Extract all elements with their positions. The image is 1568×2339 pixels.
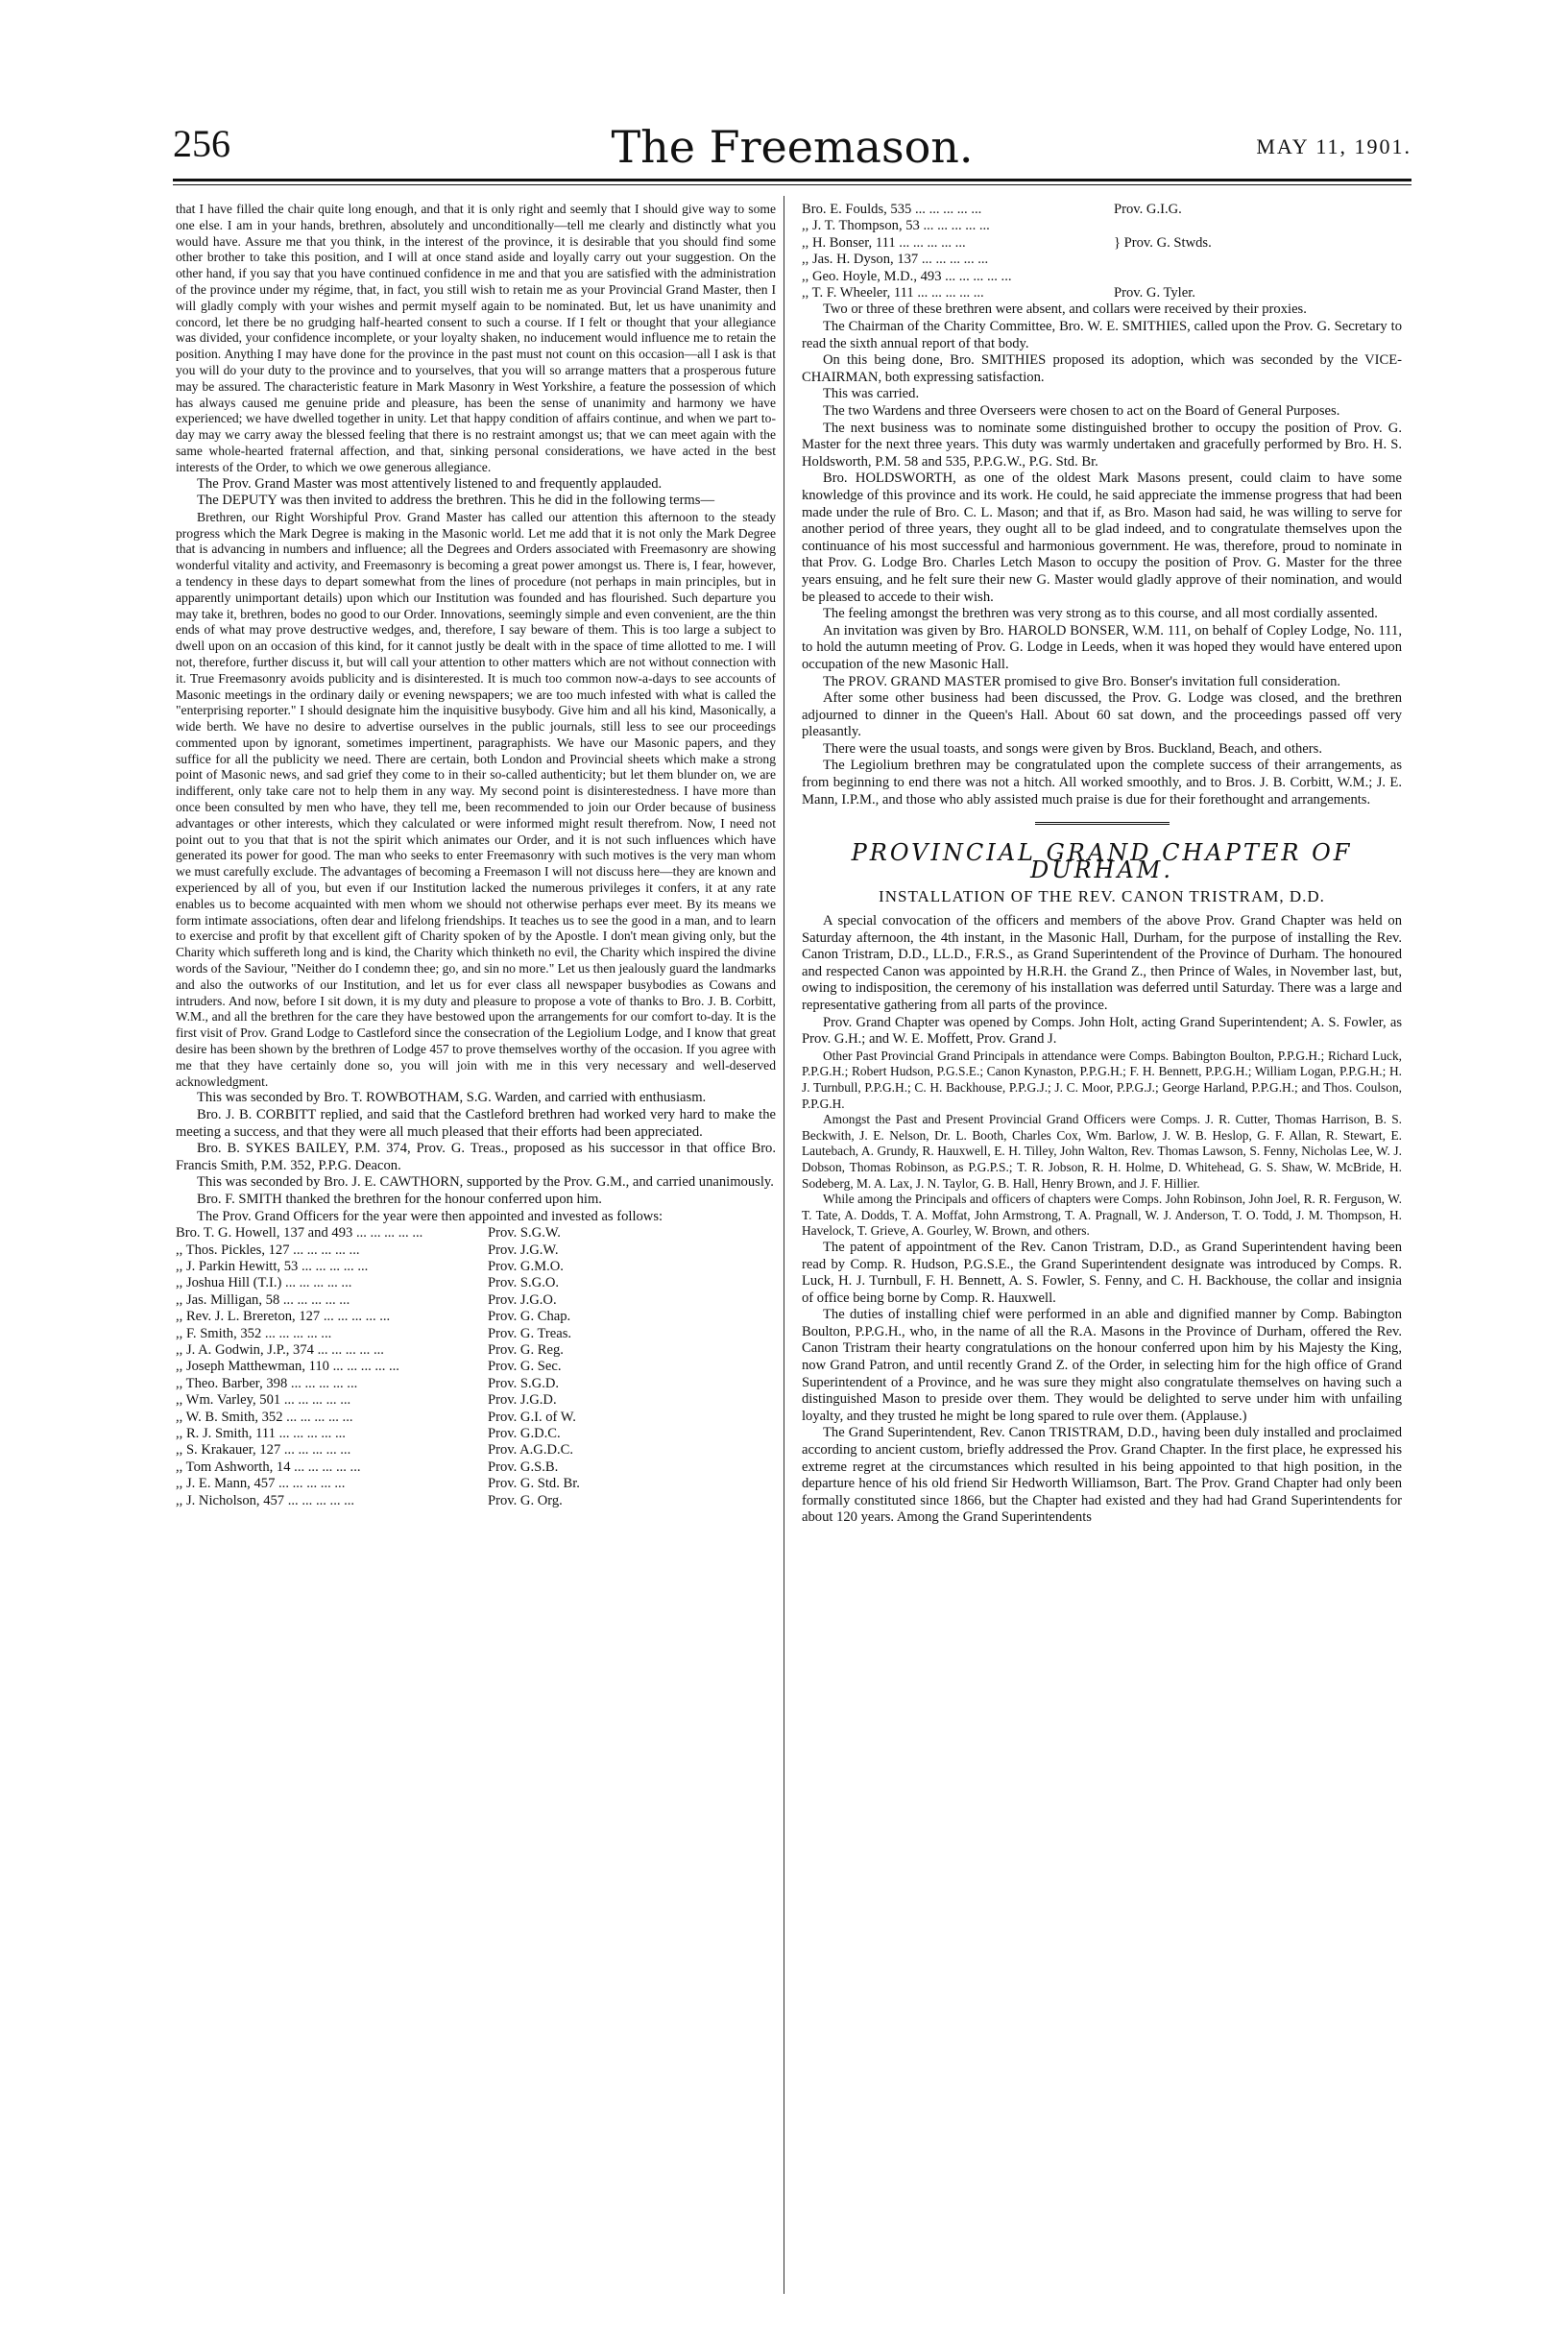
paragraph: A special convocation of the officers and members of the above Prov. Grand Chapter was held on Saturday afternoon, the 4th instant, in the Masonic Hall, Durham, for the purpose of installing the Rev. Canon Tristram, D.D., LL.D., F.R.S., as Grand Superintendent of the Province of Durham. The honoured and respected Canon was appointed by H.R.H. the Grand Z., then Prince of Wales, in November last, but, owing to indisposition, the ceremony of his installation was deferred until Saturday. There was a large and representative gathering from all parts of the province. [802, 913, 1402, 1013]
paragraph: The DEPUTY was then invited to address the brethren. This he did in the following terms— [197, 493, 715, 509]
list-item [802, 202, 1402, 218]
officer-office: Prov. G. Treas. [488, 1325, 572, 1341]
paragraph: Brethren, our Right Worshipful Prov. Grand Master has called our attention this afternoon to the steady progress which the Mark Degree is making in the Masonic world. Let me add that it is not only the Mark Degree that is advancing in numbers and influence; all the Degrees and Orders associated with Freemasonry are showing wonderful vitality and activity, and Freemasonry is becoming a great power amongst us. There is, I fear, however, a tendency in these days to depart somewhat from the lines of procedure (not perhaps in main principles, but in apparently unimportant details) upon which our Institution was founded and has flourished. Such departure you may take it, brethren, bodes no good to our Order. Innovations, seemingly simple and even convenient, are the thin ends of what may prove destructive wedges, and, therefore, I say beware of them. This is too large a subject to dwell upon on an occasion of this kind, for it cannot justly be dealt with in the space of time allotted to me. I will not, therefore, further discuss it, but will call your attention to other matters which are not without connection with it. True Freemasonry avoids publicity and is disinterested. It is much too common now-a-days to see accounts of Masonic meetings in the ordinary daily or evening newspapers; we are too much infested with what is called the "enterprising reporter." I should designate him the inquisitive busybody. Give him and all his kind, Masonically, a wide berth. We have no desire to advertise ourselves in the public journals, still less to see our proceedings commented upon by ignorant, sometimes impertinent, paragraphists. We have our Masonic papers, and they suffice for all the publicity we need. There are certain, both London and Provincial sheets which make a strong point of Masonic news, and sad grief they come to in their so-called authenticity; but let them blunder on, we are indifferent, only take care not to help them in any way. My second point is disinterestedness. I have more than once been consulted by men who have, they tell me, been recommended to join our Order because of business advantages or other interests, which they calculated or were informed might result therefrom. Now, I need not point out to you that that is not the spirit which animates our Order, and it is not such influences which have generated its power for good. The man who seeks to enter Freemasonry with such motives is the very man whom we must carefully exclude. The advantages of becoming a Freemason I will not discuss here—they are known and experienced by all of you, but even if our Institution lacked the numerous privileges it confers, it at any rate enables us to become acquainted with men whom we should not otherwise perhaps ever meet. By its means we form intimate associations, often dear and lifelong friendships. It teaches us to see the good in a man, and to learn to exercise and profit by that excellent gift of Charity spoken of by the Apostle. I don't mean giving only, but the Charity which suffereth long and is kind, the Charity which thinketh no evil, the Charity which inspired the divine words of the Saviour, "Neither do I condemn thee; go, and sin no more." Let us then jealously guard the landmarks and also the outworks of our Institution, and let us for ever class all newspaper busybodies as Cowans and intruders. And now, before I sit down, it is my duty and pleasure to propose a vote of thanks to Bro. J. B. Corbitt, W.M., and all the brethren for the care they have bestowed upon the arrangements for our comfort to-day. It is the first visit of Prov. Grand Lodge to Castleford since the consecration of the Legiolium Lodge, and I know that great desire has been shown by the brethren of Lodge 457 to prove themselves worthy of the occasion. If you agree with me that they have certainly done so, you will join with me in this very necessary and well-deserved acknowledgment. [176, 509, 776, 1089]
paragraph: that I have filled the chair quite long enough, and that it is only right and seemly that I should give way to some one else. I am in your hands, brethren, absolutely and unconditionally—tell me clearly and distinctly what you would have. Assure me that you think, in the interest of the province, it is desirable that you should find some other brother to take this position, and I will at once stand aside and loyally carry out your suggestion. On the other hand, if you say that you have continued confidence in me and that you are satisfied with the administration of the province under my régime, that, in fact, you still wish to retain me as your Provincial Grand Master, then I will gladly comply with your wishes and permit myself again to be nominated. But, let us have unanimity and concord, let there be no grudging half-hearted consent to such a course. If I felt or thought that your allegiance was divided, your confidence incomplete, or your loyalty shaken, no inducement would influence me to retain the position. Anything I may have done for the province in the past must not count on this occasion—all I ask is that you will do your duty to the province and to yourselves, that you will so arrange matters that a prosperous future may be assured. The characteristic feature in Mark Masonry in West Yorkshire, a feature the possession of which has always caused me genuine pride and pleasure, has been the sense of unanimity and harmony we have experienced; we have dwelled together in unity. Let that happy condition of affairs continue, and when we part to-day may we carry away the blessed feeling that there is no restraint amongst us; that we can meet again with the same whole-hearted fraternal affection, and that, sinking personal considerations, we have acted in the best interests of the Order, to which we owe generous allegiance. [176, 202, 776, 474]
list-item [802, 252, 1402, 268]
officer-name: ,, Thos. Pickles, 127 ... [176, 1242, 488, 1259]
officers-list [176, 1225, 776, 1509]
officer-name: ,, Rev. J. L. Brereton, 127 ... [176, 1309, 488, 1325]
officer-name: ,, Wm. Varley, 501 ... [176, 1392, 488, 1409]
page-header [173, 121, 1411, 179]
officer-name: Bro. T. G. Howell, 137 and 493 ... [176, 1225, 488, 1242]
officer-office: Prov. A.G.D.C. [488, 1442, 574, 1459]
officer-name: ,, J. A. Godwin, J.P., 374 ... [176, 1342, 488, 1359]
paragraph: Amongst the Past and Present Provincial Grand Officers were Comps. J. R. Cutter, Thomas Harrison, B. S. Beckwith, J. E. Nelson, Dr. L. Booth, Charles Cox, Wm. Barlow, J. W. B. Heslop, G. F. Allan, R. Stewart, E. Lautebach, A. Grundy, R. Hauxwell, E. H. Tilley, John Walton, Rev. Thomas Lawson, S. Fenny, Nicholas Lee, W. J. Dobson, Thomas Robinson, as P.G.P.S.; T. R. Jobson, R. H. Holme, D. Whitehead, G. S. Shaw, W. McBride, H. Sodeberg, M. A. Lax, J. N. Taylor, G. B. Hall, Henry Brown, and J. F. Hillier. [802, 1112, 1402, 1191]
list-item [176, 1342, 776, 1359]
officer-office: Prov. G. Chap. [488, 1309, 571, 1325]
officer-office: Prov. G. Reg. [488, 1342, 564, 1359]
list-item [176, 1459, 776, 1476]
paragraph: The Prov. Grand Master was most attentively listened to and frequently applauded. [197, 475, 663, 492]
officer-name: ,, Theo. Barber, 398 ... [176, 1376, 488, 1392]
list-item [802, 218, 1402, 234]
paragraph: Prov. Grand Chapter was opened by Comps. John Holt, acting Grand Superintendent; A. S. Fowler, as Prov. G.H.; and W. E. Moffett, Prov. Grand J. [802, 1014, 1402, 1048]
list-item [176, 1259, 776, 1275]
officer-name: ,, Jas. Milligan, 58 ... [176, 1292, 488, 1309]
officer-office: } Prov. G. Stwds. [1114, 234, 1212, 251]
list-item [176, 1242, 776, 1259]
officer-office: Prov. G. Sec. [488, 1359, 562, 1375]
paragraph: The two Wardens and three Overseers were chosen to act on the Board of General Purposes. [823, 403, 1340, 419]
list-item [176, 1292, 776, 1309]
section-title: PROVINCIAL GRAND CHAPTER OF DURHAM. [851, 839, 1353, 883]
officer-office [1114, 269, 1402, 285]
paragraph: The patent of appointment of the Rev. Canon Tristram, D.D., as Grand Superintendent having been read by Comp. R. Hudson, P.G.S.E., the Grand Superintendent designate was introduced by Comps. R. Luck, H. J. Turnbull, F. H. Bennett, A. S. Fowler, S. Fenny, and C. H. Backhouse, the collar and insignia of office being borne by Comp. R. Hauxwell. [802, 1239, 1402, 1306]
officer-office: Prov. S.G.O. [488, 1275, 560, 1291]
officer-name: ,, J. Nicholson, 457 ... [176, 1493, 488, 1509]
list-item [176, 1309, 776, 1325]
officer-office: Prov. G. Org. [488, 1492, 563, 1508]
officer-office: Prov. J.G.W. [488, 1242, 559, 1258]
paragraph: On this being done, Bro. SMITHIES proposed its adoption, which was seconded by the VICE-CHAIRMAN, both expressing satisfaction. [802, 352, 1402, 385]
paragraph: An invitation was given by Bro. HAROLD BONSER, W.M. 111, on behalf of Copley Lodge, No. 111, to hold the autumn meeting of Prov. G. Lodge in Leeds, when it was hoped they would have entered upon occupation of the new Masonic Hall. [802, 622, 1402, 672]
paragraph: The next business was to nominate some distinguished brother to occupy the position of Prov. G. Master for the next three years. This duty was warmly undertaken and gracefully performed by Bro. H. S. Holdsworth, P.M. 58 and 535, P.P.G.W., P.G. Std. Br. [802, 420, 1402, 470]
paragraph: Bro. J. B. CORBITT replied, and said that the Castleford brethren had worked very hard to make the meeting a success, and that they were all much pleased that their efforts had been appreciated. [176, 1107, 776, 1140]
right-column [802, 202, 1402, 1527]
paragraph: Bro. HOLDSWORTH, as one of the oldest Mark Masons present, could claim to have some knowledge of this province and its work. He could, he said appreciate the immense progress that had been made under the rule of Bro. C. L. Mason; and that if, as Bro. Mason had said, he was willing to serve for another period of three years, they ought all to be glad indeed, and to congratulate themselves upon the continuance of his most successful and harmonious government. He was, therefore, proud to nominate in that Prov. G. Lodge Bro. Charles Letch Mason to occupy the position of Prov. G. Master for the three years ensuing, and he felt sure their new G. Master would gladly approve of their nomination, and would be pleased to accede to their wish. [802, 470, 1402, 605]
officer-name: Bro. E. Foulds, 535 ... [802, 202, 1114, 218]
officer-name: ,, Jas. H. Dyson, 137 ... [802, 252, 1114, 268]
paragraph: The PROV. GRAND MASTER promised to give Bro. Bonser's invitation full consideration. [823, 673, 1341, 689]
list-item [176, 1426, 776, 1442]
list-item [176, 1476, 776, 1492]
paragraph: The duties of installing chief were performed in an able and dignified manner by Comp. Babington Boulton, P.P.G.H., who, in the name of all the R.A. Masons in the Province of Durham, offered the Rev. Canon Tristram their hearty congratulations on the honour conferred upon him by his Majesty the King, now Grand Patron, and until recently Grand Z. of the Order, in selecting him for the high office of Grand Superintendent of a Province, and he was sure they might also congratulate themselves on having such a distinguished Mason to preside over them. They would be delighted to serve under him with unfailing loyalty, and they trusted he might be long spared to rule over them. (Applause.) [802, 1307, 1402, 1424]
officer-name: ,, R. J. Smith, 111 ... [176, 1426, 488, 1442]
officer-name: ,, J. Parkin Hewitt, 53 ... [176, 1259, 488, 1275]
paragraph: This was seconded by Bro. J. E. CAWTHORN, supported by the Prov. G.M., and carried unanimously. [197, 1174, 774, 1191]
paragraph: Bro. B. SYKES BAILEY, P.M. 374, Prov. G. Treas., proposed as his successor in that office Bro. Francis Smith, P.M. 352, P.P.G. Deacon. [176, 1141, 776, 1173]
officer-office: Prov. S.G.D. [488, 1375, 560, 1391]
paragraph: The Chairman of the Charity Committee, Bro. W. E. SMITHIES, called upon the Prov. G. Secretary to read the sixth annual report of that body. [802, 319, 1402, 351]
paragraph: This was seconded by Bro. T. ROWBOTHAM, S.G. Warden, and carried with enthusiasm. [197, 1090, 707, 1106]
list-item [176, 1376, 776, 1392]
officer-name: ,, Geo. Hoyle, M.D., 493 ... [802, 269, 1114, 285]
list-item [176, 1442, 776, 1459]
paragraph: Bro. F. SMITH thanked the brethren for the honour conferred upon him. [197, 1191, 602, 1207]
officer-office [1114, 252, 1402, 268]
officers-list-continued [802, 202, 1402, 301]
officer-name: ,, H. Bonser, 111 ... [802, 235, 1114, 252]
paragraph: The feeling amongst the brethren was very strong as to this course, and all most cordially assented. [823, 606, 1378, 622]
list-item [802, 269, 1402, 285]
officer-office: Prov. G.M.O. [488, 1258, 564, 1274]
officer-name: ,, J. E. Mann, 457 ... [176, 1476, 488, 1492]
paragraph: Two or three of these brethren were absent, and collars were received by their proxies. [823, 301, 1307, 318]
list-item [176, 1359, 776, 1375]
list-item [802, 235, 1402, 252]
paragraph: The Grand Superintendent, Rev. Canon TRISTRAM, D.D., having been duly installed and proclaimed according to ancient custom, briefly addressed the Prov. Grand Chapter. In the first place, he expressed his extreme regret at the circumstances which resulted in his being appointed to that high position, in the departure hence of his old friend Sir Hedworth Williamson, Bart. The Prov. Grand Chapter had only been formally constituted since 1866, but the Chapter had existed and they had had Grand Superintendents for about 120 years. Among the Grand Superintendents [802, 1425, 1402, 1526]
officer-office: Prov. G. Tyler. [1114, 285, 1195, 301]
list-item [176, 1275, 776, 1291]
left-column [176, 202, 776, 1509]
officer-office: Prov. G.I. of W. [488, 1409, 576, 1425]
header-rule [173, 179, 1411, 181]
officer-office: Prov. G. Std. Br. [488, 1476, 580, 1492]
officer-name: ,, J. T. Thompson, 53 ... [802, 218, 1114, 234]
officer-office: Prov. G.D.C. [488, 1426, 561, 1442]
list-item [176, 1493, 776, 1509]
paragraph: The Prov. Grand Officers for the year were then appointed and invested as follows: [197, 1208, 663, 1224]
section-subtitle: INSTALLATION OF THE REV. CANON TRISTRAM, D.D. [879, 887, 1325, 906]
officer-name: ,, T. F. Wheeler, 111 ... [802, 285, 1114, 301]
section-divider [1035, 822, 1170, 828]
page-number: 256 [173, 122, 230, 165]
officer-name: ,, F. Smith, 352 ... [176, 1326, 488, 1342]
paragraph: Other Past Provincial Grand Principals in attendance were Comps. Babington Boulton, P.P.G.H.; Richard Luck, P.P.G.H.; Robert Hudson, P.G.S.E.; Canon Kynaston, P.P.G.H.; F. H. Bennett, P.P.G.H.; William Logan, P.P.G.H.; H. J. Turnbull, P.P.G.H.; C. H. Backhouse, P.P.G.J.; J. C. Moor, P.P.G.J.; George Harland, P.P.G.H.; and Thos. Coulson, P.P.G.H. [802, 1048, 1402, 1111]
paragraph: This was carried. [823, 386, 920, 402]
paragraph: The Legiolium brethren may be congratulated upon the complete success of their arrangements, as from beginning to end there was not a hitch. All worked smoothly, and to Bros. J. B. Corbitt, W.M.; J. E. Mann, I.P.M., and those who ably assisted much praise is due for their forethought and arrangements. [802, 758, 1402, 808]
officer-name: ,, Joseph Matthewman, 110 ... [176, 1359, 488, 1375]
officer-name: ,, Joshua Hill (T.I.) ... [176, 1275, 488, 1291]
list-item [176, 1225, 776, 1242]
header-rule-thin [173, 184, 1411, 185]
issue-date: MAY 11, 1901. [1256, 134, 1411, 158]
officer-name: ,, S. Krakauer, 127 ... [176, 1442, 488, 1459]
list-item [176, 1392, 776, 1409]
officer-office: Prov. J.G.O. [488, 1291, 557, 1308]
officer-office: Prov. J.G.D. [488, 1392, 557, 1409]
officer-name: ,, W. B. Smith, 352 ... [176, 1410, 488, 1426]
paragraph: There were the usual toasts, and songs were given by Bros. Buckland, Beach, and others. [823, 740, 1322, 757]
list-item [176, 1326, 776, 1342]
officer-office: Prov. G.I.G. [1114, 202, 1182, 217]
officer-office [1114, 218, 1402, 234]
officer-office: Prov. S.G.W. [488, 1225, 561, 1242]
list-item [802, 285, 1402, 301]
officer-name: ,, Tom Ashworth, 14 ... [176, 1459, 488, 1476]
list-item [176, 1410, 776, 1426]
publication-title: The Freemason. [611, 121, 974, 173]
paragraph: After some other business had been discussed, the Prov. G. Lodge was closed, and the brethren adjourned to dinner in the Queen's Hall. About 60 sat down, and the proceedings passed off very pleasantly. [802, 690, 1402, 740]
officer-office: Prov. G.S.B. [488, 1459, 559, 1475]
paragraph: While among the Principals and officers of chapters were Comps. John Robinson, John Joel, R. R. Ferguson, W. T. Tate, A. Dodds, T. A. Moffat, John Armstrong, T. A. Pragnall, W. J. Anderson, T. O. Todd, J. M. Thompson, H. Havelock, T. Grieve, A. Gourley, W. Brown, and others. [802, 1192, 1402, 1239]
